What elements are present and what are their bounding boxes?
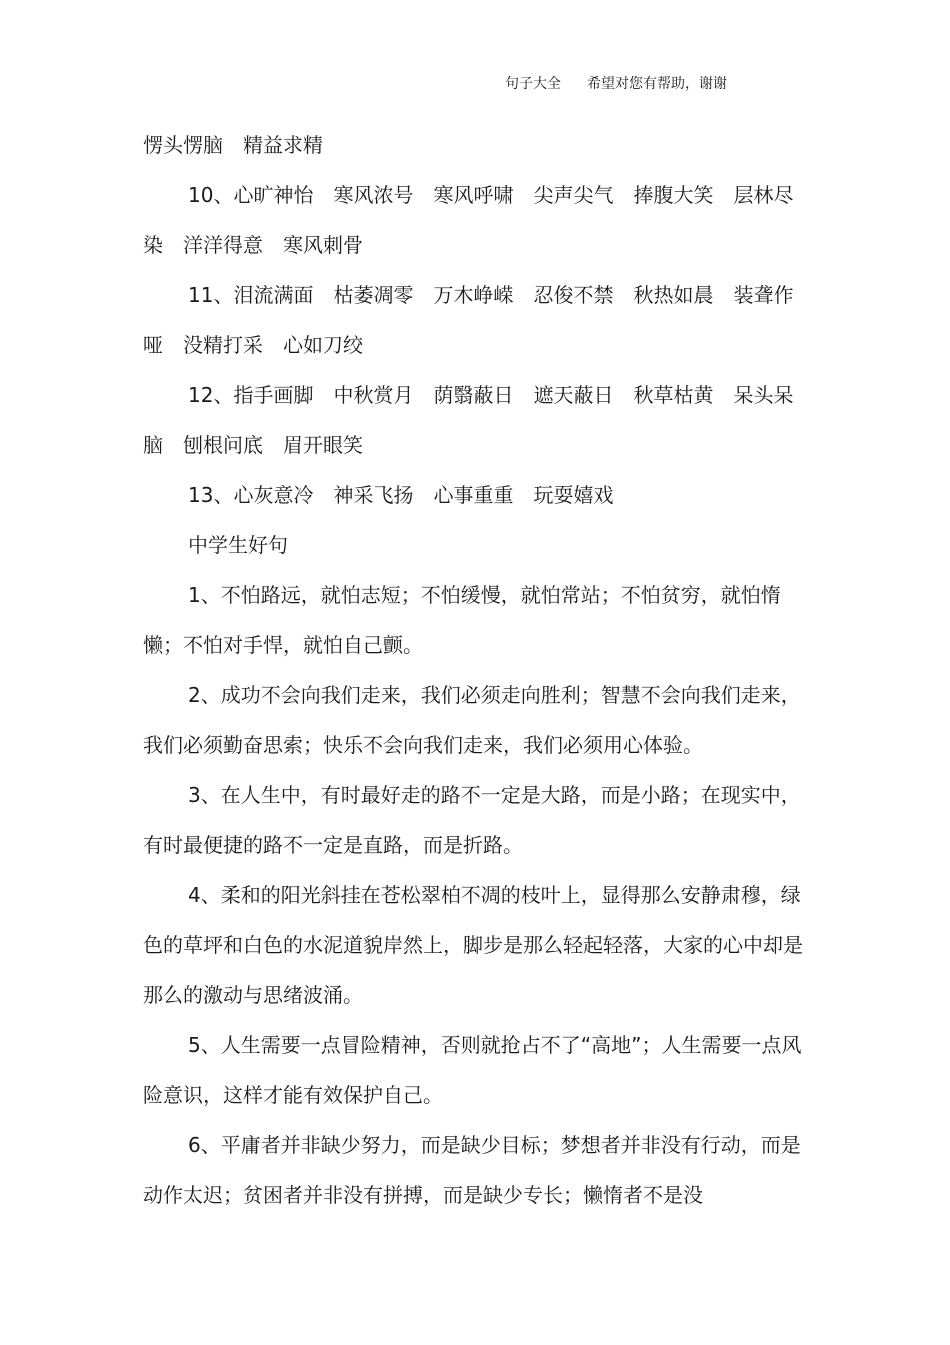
paragraph: 2、成功不会向我们走来，我们必须走向胜利；智慧不会向我们走来，我们必须勤奋思索；快乐不会向我们走来，我们必须用心体验。 — [143, 683, 801, 757]
paragraph: 12、指手画脚 中秋赏月 荫翳蔽日 遮天蔽日 秋草枯黄 呆头呆脑 刨根问底 眉开眼笑 — [143, 383, 794, 457]
paragraph: 5、人生需要一点冒险精神，否则就抢占不了“高地”；人生需要一点风险意识，这样才能有效保护自己。 — [143, 1033, 802, 1107]
page-header — [505, 72, 727, 96]
paragraph: 6、平庸者并非缺少努力，而是缺少目标；梦想者并非没有行动，而是动作太迟；贫困者并非没有拼搏，而是缺少专长；懒惰者不是没 — [143, 1133, 801, 1207]
paragraph: 1、不怕路远，就怕志短；不怕缓慢，就怕常站；不怕贫穷，就怕惰懒；不怕对手悍，就怕自己颤。 — [143, 583, 781, 657]
paragraph: 11、泪流满面 枯萎凋零 万木峥嵘 忍俊不禁 秋热如晨 装聋作哑 没精打采 心如刀绞 — [143, 283, 794, 357]
paragraph: 3、在人生中，有时最好走的路不一定是大路，而是小路；在现实中，有时最便捷的路不一定是直路，而是折路。 — [143, 783, 801, 857]
paragraph: 愣头愣脑 精益求精 — [143, 133, 323, 157]
section-heading: 中学生好句 — [188, 533, 288, 557]
header-left-text: 句子大全 — [505, 76, 561, 92]
header-right-text: 希望对您有帮助，谢谢 — [587, 76, 727, 92]
paragraph: 13、心灰意冷 神采飞扬 心事重重 玩耍嬉戏 — [188, 483, 614, 507]
document-body — [143, 120, 808, 1220]
paragraph: 10、心旷神怡 寒风浓号 寒风呼啸 尖声尖气 捧腹大笑 层林尽染 洋洋得意 寒风刺骨 — [143, 183, 794, 257]
paragraph: 4、柔和的阳光斜挂在苍松翠柏不凋的枝叶上，显得那么安静肃穆，绿色的草坪和白色的水泥道貌岸然上，脚步是那么轻起轻落，大家的心中却是那么的激动与思绪波涌。 — [143, 883, 803, 1007]
